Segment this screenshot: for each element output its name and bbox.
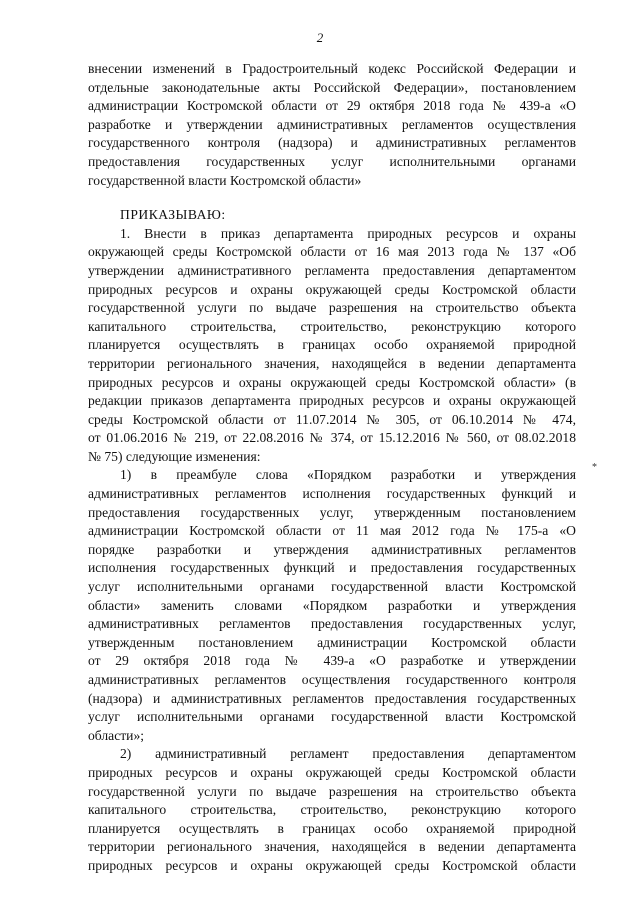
text-line: административных регламентов исполнения государственных функций и [88,486,576,502]
text-line: 1) в преамбуле слова «Порядком разработки и утверждения [120,467,576,483]
text-line: территории регионального значения, находящейся в ведении департамента [88,839,576,855]
text-line: капитального строительства, строительство, реконструкцию которого [88,318,576,334]
text-line: (надзора) и административных регламентов предоставления государственных [88,690,576,706]
order-heading: ПРИКАЗЫВАЮ: [120,207,226,223]
text-line: № 75) следующие изменения: [88,448,261,464]
text-line: планируется осуществлять в границах особо охраняемой природной [88,820,576,836]
text-line: услуг исполнительными органами государственной власти Костромской [88,579,576,595]
text-line: природных ресурсов и охраны окружающей среды Костромской области [88,281,576,297]
paragraph-gap [88,190,576,206]
text-line: природных ресурсов и охраны окружающей среды Костромской области [88,764,576,780]
text-line: от 01.06.2016 № 219, от 22.08.2016 № 374, от 15.12.2016 № 560, от 08.02.2018 [88,430,576,446]
text-line: утвержденным постановлением администрации Костромской области [88,634,576,650]
text-line: администрации Костромской области от 29 октября 2018 года № 439-а «О [88,98,576,114]
text-line: административных регламентов осуществления государственного контроля [88,672,576,687]
text-line: услуг исполнительными органами государственной власти Костромской [88,709,576,725]
text-line: природных ресурсов и охраны окружающей среды Костромской области [88,857,576,873]
text-line: исполнения государственных функций и предоставления государственных [88,560,576,576]
text-line: государственной услуги по выдаче разрешения на строительство объекта [88,783,576,799]
text-line: административных регламентов предоставления государственных услуг, [88,616,576,632]
text-line: предоставления государственных услуг, утвержденным постановлением [88,504,576,520]
text-line: природных ресурсов и охраны окружающей среды Костромской области» (в [88,374,576,390]
text-line: от 29 октября 2018 года № 439-а «О разработке и утверждении [88,653,576,669]
text-line: среды Костромской области от 11.07.2014 № 305, от 06.10.2014 № 474, [88,411,576,427]
text-line: редакции приказов департамента природных ресурсов и охраны окружающей [88,393,576,409]
text-line: капитального строительства, строительство, реконструкцию которого [88,802,576,818]
text-line: разработке и утверждении административных регламентов осуществления [88,116,576,132]
text-line: области» заменить словами «Порядком разработки и утверждения [88,597,576,613]
text-line: территории регионального значения, находящейся в ведении департамента [88,355,576,371]
text-line: 2) административный регламент предоставления департаментом [120,746,576,762]
text-line: государственной услуги по выдаче разрешения на строительство объекта [88,300,576,316]
text-line: области»; [88,727,145,743]
text-line: внесении изменений в Градостроительный кодекс Российской Федерации и [88,61,576,76]
text-line: планируется осуществлять в границах особо охраняемой природной [88,337,576,353]
page-number: 2 [316,30,324,45]
text-line: государственного контроля (надзора) и административных регламентов [88,135,576,151]
text-line: отдельные законодательные акты Российской Федерации», постановлением [88,79,576,95]
text-line: утверждении административного регламента предоставления департаментом [88,262,576,278]
margin-mark: * [592,462,597,473]
document-body [88,60,576,876]
text-line: предоставления государственных услуг исполнительными органами [88,153,576,169]
text-line: 1. Внести в приказ департамента природных ресурсов и охраны [120,225,576,241]
text-line: порядке разработки и утверждения административных регламентов [88,541,576,557]
text-line: администрации Костромской области от 11 мая 2012 года № 175-а «О [88,523,576,539]
text-line: государственной власти Костромской области» [88,172,362,188]
text-line: окружающей среды Костромской области от 16 мая 2013 года № 137 «Об [88,244,576,260]
